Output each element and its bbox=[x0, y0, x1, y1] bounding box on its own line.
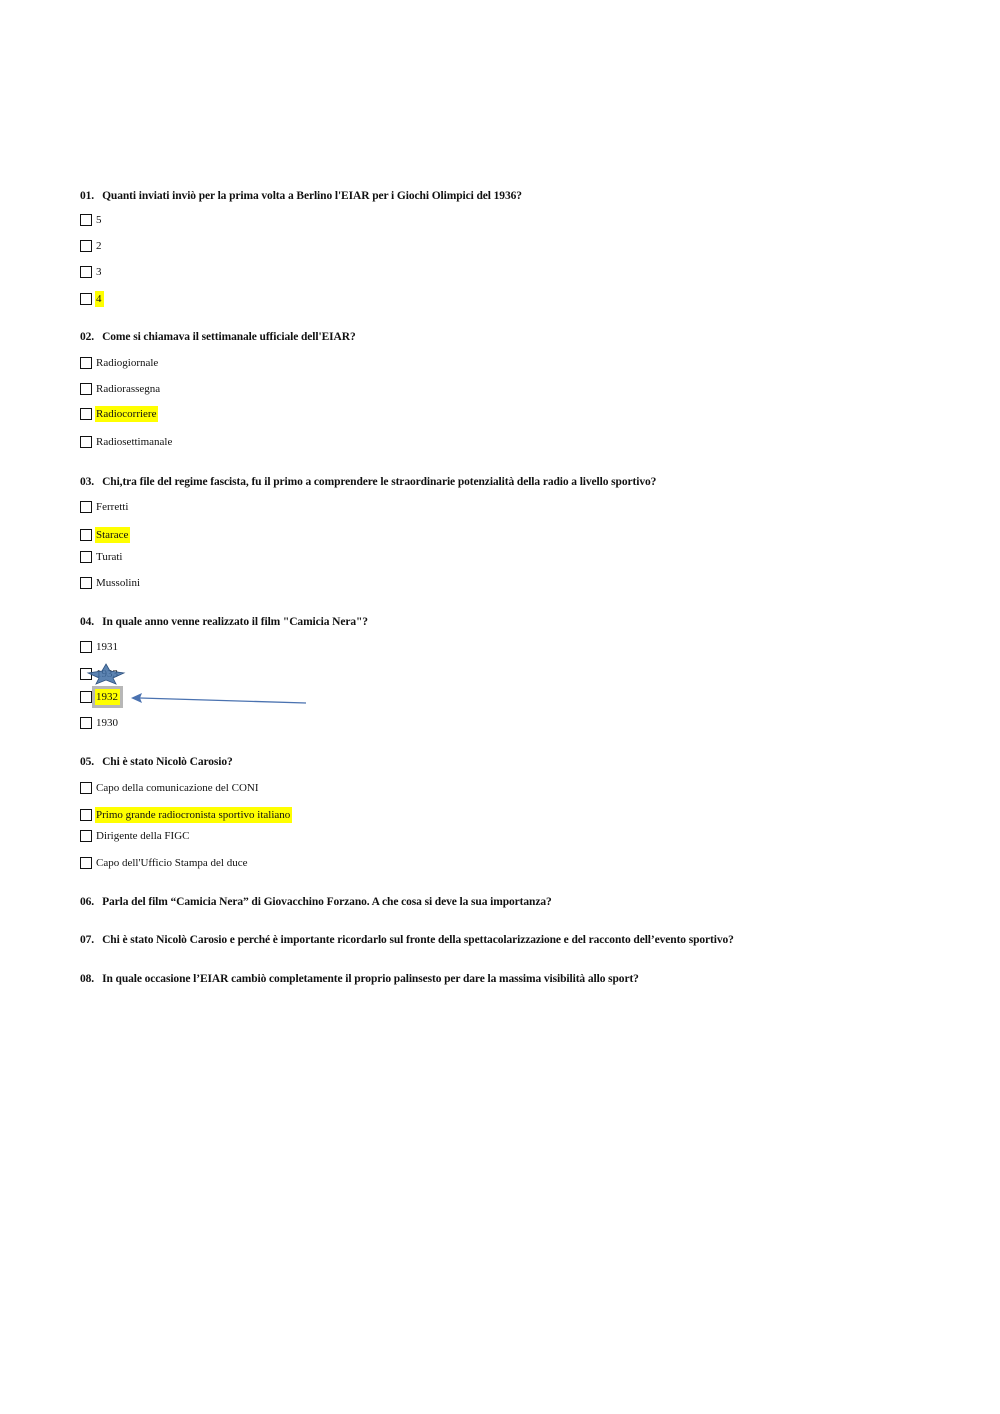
checkbox[interactable] bbox=[80, 240, 92, 252]
answer-option[interactable] bbox=[80, 381, 162, 397]
checkbox[interactable] bbox=[80, 577, 92, 589]
checkbox[interactable] bbox=[80, 436, 92, 448]
option-label: Dirigente della FIGC bbox=[96, 830, 190, 842]
question-text: Chi è stato Nicolò Carosio? bbox=[102, 756, 233, 768]
answer-option-highlighted[interactable] bbox=[80, 689, 120, 705]
star-annotation-icon bbox=[86, 663, 126, 685]
question-text: In quale anno venne realizzato il film "Camicia Nera"? bbox=[102, 616, 368, 628]
answer-option[interactable] bbox=[80, 355, 160, 371]
checkbox[interactable] bbox=[80, 717, 92, 729]
option-label: Radiocorriere bbox=[96, 408, 157, 420]
option-label: Capo della comunicazione del CONI bbox=[96, 782, 259, 794]
question-text: Parla del film “Camicia Nera” di Giovacchino Forzano. A che cosa si deve la sua importanza? bbox=[102, 896, 552, 908]
answer-option[interactable] bbox=[80, 855, 249, 871]
question-01-heading bbox=[80, 190, 522, 202]
answer-option[interactable] bbox=[80, 780, 261, 796]
option-label: Primo grande radiocronista sportivo italiano bbox=[96, 809, 291, 821]
answer-option[interactable] bbox=[80, 639, 120, 655]
question-text: Chi è stato Nicolò Carosio e perché è importante ricordarlo sul fronte della spettacolarizzazione e del racconto dell’evento sportivo? bbox=[102, 934, 734, 946]
option-label: Ferretti bbox=[96, 501, 129, 513]
checkbox[interactable] bbox=[80, 501, 92, 513]
answer-option[interactable] bbox=[80, 575, 142, 591]
question-text: Come si chiamava il settimanale ufficiale dell'EIAR? bbox=[102, 331, 356, 343]
option-label: 1931 bbox=[96, 641, 118, 653]
question-text: Chi,tra file del regime fascista, fu il primo a comprendere le straordinarie potenzialità della radio a livello sportivo? bbox=[102, 476, 657, 488]
question-08-heading bbox=[80, 973, 639, 985]
option-label: Radiorassegna bbox=[96, 383, 161, 395]
checkbox[interactable] bbox=[80, 357, 92, 369]
option-label: 3 bbox=[96, 266, 102, 278]
checkbox[interactable] bbox=[80, 551, 92, 563]
question-text: In quale occasione l’EIAR cambiò completamente il proprio palinsesto per dare la massima visibilità allo sport? bbox=[102, 973, 639, 985]
option-label: 1932 bbox=[96, 691, 118, 703]
checkbox[interactable] bbox=[80, 830, 92, 842]
arrow-annotation-icon bbox=[128, 690, 308, 708]
option-label: Turati bbox=[96, 551, 123, 563]
answer-option[interactable] bbox=[80, 715, 120, 731]
option-label: 1930 bbox=[96, 717, 118, 729]
question-07-heading bbox=[80, 934, 734, 946]
option-label: 4 bbox=[96, 293, 102, 305]
checkbox[interactable] bbox=[80, 691, 92, 703]
question-number: 07. bbox=[80, 934, 95, 946]
checkbox[interactable] bbox=[80, 383, 92, 395]
question-number: 01. bbox=[80, 190, 95, 202]
option-label: Radiosettimanale bbox=[96, 436, 173, 448]
question-05-heading bbox=[80, 756, 233, 768]
option-label: 5 bbox=[96, 214, 102, 226]
checkbox[interactable] bbox=[80, 293, 92, 305]
answer-option[interactable] bbox=[80, 264, 104, 280]
checkbox[interactable] bbox=[80, 857, 92, 869]
answer-option[interactable] bbox=[80, 212, 104, 228]
checkbox[interactable] bbox=[80, 782, 92, 794]
answer-option-highlighted[interactable] bbox=[80, 527, 130, 543]
answer-option[interactable] bbox=[80, 549, 125, 565]
option-label: Mussolini bbox=[96, 577, 141, 589]
option-label: Starace bbox=[96, 529, 129, 541]
checkbox[interactable] bbox=[80, 266, 92, 278]
option-label: Capo dell'Ufficio Stampa del duce bbox=[96, 857, 248, 869]
answer-option-highlighted[interactable] bbox=[80, 291, 104, 307]
answer-option[interactable] bbox=[80, 828, 191, 844]
question-03-heading bbox=[80, 476, 656, 488]
checkbox[interactable] bbox=[80, 641, 92, 653]
question-number: 08. bbox=[80, 973, 95, 985]
question-04-heading bbox=[80, 616, 368, 628]
answer-option[interactable] bbox=[80, 238, 104, 254]
question-number: 04. bbox=[80, 616, 95, 628]
option-label: Radiogiornale bbox=[96, 357, 159, 369]
checkbox[interactable] bbox=[80, 529, 92, 541]
option-label: 2 bbox=[96, 240, 102, 252]
question-number: 05. bbox=[80, 756, 95, 768]
checkbox[interactable] bbox=[80, 408, 92, 420]
checkbox[interactable] bbox=[80, 809, 92, 821]
question-number: 03. bbox=[80, 476, 95, 488]
answer-option-highlighted[interactable] bbox=[80, 807, 292, 823]
question-number: 06. bbox=[80, 896, 95, 908]
checkbox[interactable] bbox=[80, 214, 92, 226]
question-02-heading bbox=[80, 331, 356, 343]
question-06-heading bbox=[80, 896, 552, 908]
answer-option[interactable] bbox=[80, 499, 130, 515]
answer-option-highlighted[interactable] bbox=[80, 406, 158, 422]
question-text: Quanti inviati inviò per la prima volta a Berlino l'EIAR per i Giochi Olimpici del 1936? bbox=[102, 190, 522, 202]
answer-option[interactable] bbox=[80, 434, 174, 450]
question-number: 02. bbox=[80, 331, 95, 343]
